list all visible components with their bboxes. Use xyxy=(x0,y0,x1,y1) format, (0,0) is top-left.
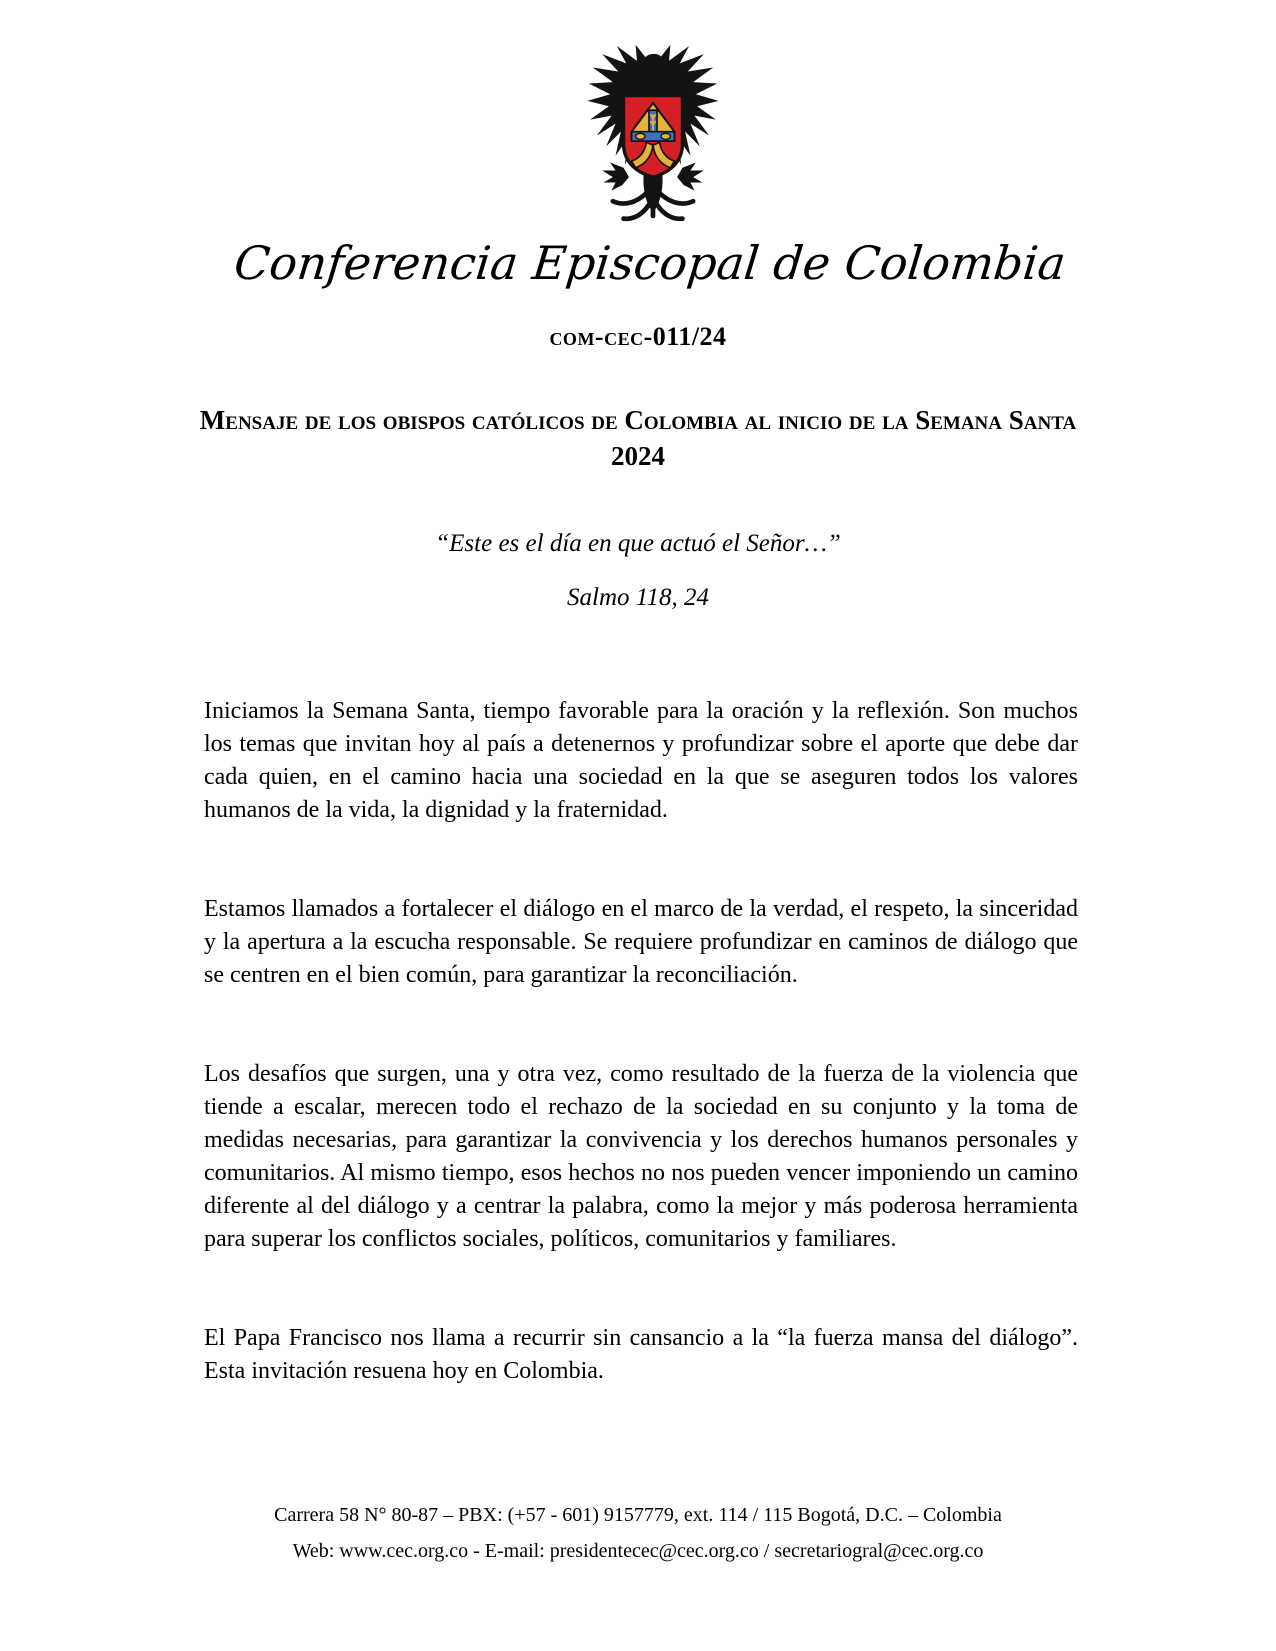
page-footer xyxy=(0,1497,1276,1569)
body-paragraph: Los desafíos que surgen, una y otra vez, como resultado de la fuerza de la violencia que tiende a escalar, merecen todo el rechazo de la sociedad en su conjunto y la toma de medidas necesarias, para garantizar la convivencia y los derechos humanos personales y comunitarios. Al mismo tiempo, esos hechos no nos pueden vencer imponiendo un camino diferente al del diálogo y a centrar la palabra, como la mejor y más poderosa herramienta para superar los conflictos sociales, políticos, comunitarios y familiares. xyxy=(204,1061,1078,1252)
body-paragraph: Estamos llamados a fortalecer el diálogo en el marco de la verdad, el respeto, la sinceridad y la apertura a la escucha responsable. Se requiere profundizar en caminos de diálogo que se centren en el bien común, para garantizar la reconciliación. xyxy=(204,896,1078,988)
coat-of-arms-logo xyxy=(586,34,720,230)
footer-address: Carrera 58 N° 80-87 – PBX: (+57 - 601) 9157779, ext. 114 / 115 Bogotá, D.C. – Colombia xyxy=(274,1504,1002,1526)
body-paragraph: Iniciamos la Semana Santa, tiempo favorable para la oración y la reflexión. Son muchos los temas que invitan hoy al país a detenernos y profundizar sobre el aporte que debe dar cada quien, en el camino hacia una sociedad en la que se aseguren todos los valores humanos de la vida, la dignidad y la fraternidad. xyxy=(204,698,1078,823)
eagle-crest-icon xyxy=(586,34,720,228)
document-title: Mensaje de los obispos católicos de Colombia al inicio de la Semana Santa 2024 xyxy=(199,405,1077,471)
reference-number: com-cec-011/24 xyxy=(549,322,727,351)
letter-body xyxy=(204,695,1078,1388)
body-paragraph: El Papa Francisco nos llama a recurrir sin cansancio a la “la fuerza mansa del diálogo”. Esta invitación resuena hoy en Colombia. xyxy=(204,1325,1078,1384)
footer-contacts: Web: www.cec.org.co - E-mail: presidentecec@cec.org.co / secretariogral@cec.org.co xyxy=(292,1540,984,1562)
epigraph-quote: “Este es el día en que actuó el Señor…” xyxy=(435,530,841,557)
epigraph-source: Salmo 118, 24 xyxy=(567,584,709,611)
organization-script-name: Conferencia Episcopal de Colombia xyxy=(231,236,1069,290)
